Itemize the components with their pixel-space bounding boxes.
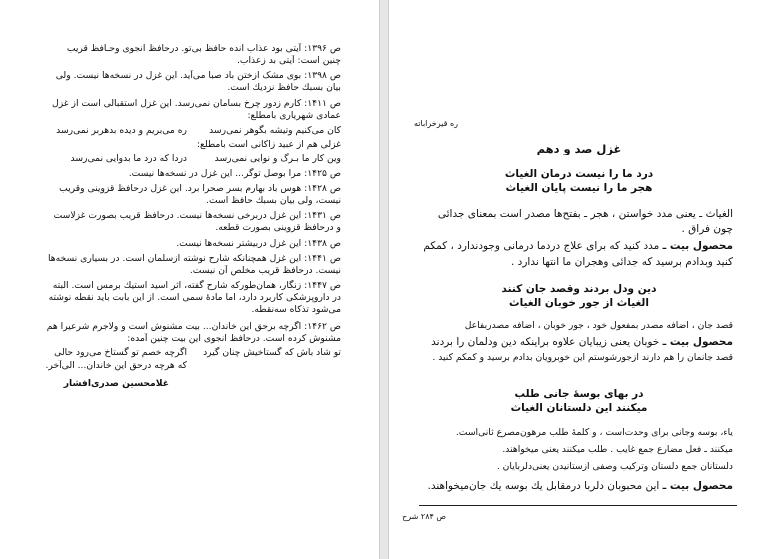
text-line: و درحافظ قزوینی بصورت قطعه.	[215, 222, 341, 233]
text-line: یاء، بوسه وجانی برای وحدت‌است ، و کلمهٔ طلب مرهون‌مصرع ثانی‌است.	[455, 427, 733, 438]
left-page	[0, 0, 380, 559]
text-line: که هرچه درحق این خاندان... الی‌آخر.	[45, 360, 187, 371]
text-line: چون فراق .	[681, 223, 733, 235]
running-head: ره قیرخراباته	[413, 119, 458, 128]
right-page	[388, 0, 768, 559]
book-gutter	[380, 0, 388, 559]
commentary-text: این محبوبان دلربا درمقابل یك بوسه یك جان‌میخواهند.	[427, 480, 660, 492]
text-line: ص ۱۴۲۵: مرا بوصل توگر... این غزل در نسخه‌ها نیست.	[128, 168, 341, 179]
commentary-label: محصول بیت ـ	[662, 240, 733, 252]
text-line: ص ۱۳۹۶: آیتی بود عذاب انده حافظ بی‌تو. درحافظ انجوی وحـافظ قریب	[66, 43, 341, 54]
verse-line: دین ودل بردند وقصد جان کنند	[501, 283, 657, 295]
text-line: ص ۱۴۳۸: این غزل دربیشتر نسخه‌ها نیست.	[176, 238, 341, 249]
commentary-text: مدد کنید که برای علاج دردما درمانی وجودندارد ، کمکم	[423, 240, 660, 252]
verse-line: میکنند این دلستانان الغیاث	[510, 402, 648, 414]
page-title: غزل صد و دهم	[536, 143, 622, 155]
signature: غلامحسین صدری‌افشار	[63, 378, 169, 389]
text-line: ص ۱۴۴۱: این غزل همچنانکه شارح نوشته ازسلمان است. در بسیاری نسخه‌ها	[47, 253, 341, 264]
text-line: قصد جانمان را هم دارند ازجورشوستم این خوبرویان بدادم برسید و کمکم کنید .	[432, 352, 733, 363]
footer-rule	[419, 505, 737, 506]
text-line: بیان بسبك حافظ نزدیك است.	[227, 82, 341, 93]
verse-hemistich: کان می‌کنیم وتیشه بگوهر نمی‌رسد	[209, 125, 341, 136]
verse-line: در بهای بوسهٔ جانی طلب	[514, 388, 644, 400]
commentary-line	[403, 336, 733, 348]
text-line: ص ۱۴۳۱: این غزل دربرخی نسخه‌ها نیست. درحافظ قریب بصورت غزلاست	[53, 210, 341, 221]
text-line: قصد جان ، اضافه مصدر بمفعول خود ، جور خوبان ، اضافه مصدربفاعل	[464, 320, 733, 331]
text-line: ص ۱۴۲۸: هوس باد بهارم بسر صحرا برد. این غزل درحافظ قزوینی وقریب	[59, 183, 341, 194]
verse-line: هجر ما را نیست پایان الغیاث	[505, 182, 653, 194]
page-footer: ص ۲۸۴ شرح	[402, 512, 446, 521]
text-line: چنین است: آیتی بد زعذاب.	[236, 55, 341, 66]
verse-hemistich: دردا که درد ما بدوایی نمی‌رسد	[70, 153, 187, 164]
text-line: مشنوش کرده است. درحافظ انجوی این بیت چنین آمده:	[127, 333, 341, 344]
verse-line: الغیاث از جور خوبان الغیاث	[509, 297, 649, 309]
text-line: میکنند ـ فعل مضارع جمع غایب . طلب میکنند یعنی میخواهند.	[502, 444, 733, 455]
commentary-text: خوبان یعنی زیبایان علاوه براینکه دین ودلمان را بردند	[431, 336, 660, 348]
verse-line: درد ما را نیست درمان الغیاث	[504, 168, 654, 180]
commentary-line	[403, 480, 733, 492]
text-line: نیست. درحافظ قریب مخلص آن نیست.	[189, 265, 341, 276]
text-line: دلستانان جمع دلستان وترکیب وصفی ازستانیدن یعنی‌دلربایان .	[496, 461, 733, 472]
text-line: می‌شود تذکاه سه‌نقطه.	[251, 304, 341, 315]
text-line: ص ۱۳۹۸: بوی مشک ازختن باد صبا می‌آید. این غزل در نسخه‌ها نیست. ولی	[55, 70, 341, 81]
verse-hemistich: تو شاد باش که گستاخیش چنان گیرد	[203, 347, 341, 358]
text-line: الغیاث ـ یعنی مدد خواستن ، هجر ـ بفتح‌ها مصدر است بمعنای جدائی	[437, 208, 733, 220]
verse-hemistich: وین کار ما بـرگ و نوایی نمی‌رسد	[214, 153, 341, 164]
text-line: نیست، ولی بیان بسبك حافظ است.	[206, 195, 341, 206]
text-line: کنید وبدادم برسید که جدائی وهجران ما انتها ندارد .	[510, 256, 733, 268]
text-line: در داروپزشکی کاربرد دارد، اما مادهٔ سمی است. از این بابت باید نقطه نوشته	[48, 292, 341, 303]
text-line: عمادی شهریاری بامطلع:	[247, 110, 341, 121]
text-line: غزلی هم از عبید زاکانی است بامطلع:	[196, 139, 341, 150]
text-line: ص ۱۴۶۲: اگرچه برحق این خاندان... بیت مشنوش است و ولاجرم شرعیرا هم	[46, 321, 341, 332]
commentary-label: محصول بیت ـ	[662, 336, 733, 348]
commentary-label: محصول بیت ـ	[662, 480, 733, 492]
verse-hemistich: ره می‌بریم و دیده بدهربر نمی‌رسد	[56, 125, 187, 136]
text-line: ص ۱۴۴۷: زنگار، همان‌طورکه شارح گفته، اثر اسید استیك برمس است. البته	[52, 280, 341, 291]
verse-hemistich: اگرچه خصم تو گستاخ می‌رود حالی	[54, 347, 187, 358]
commentary-line	[403, 240, 733, 252]
text-line: ص ۱۴۱۱: کارم زدور چرخ بسامان نمی‌رسد. این غزل استقبالی است از غزل	[52, 98, 341, 109]
